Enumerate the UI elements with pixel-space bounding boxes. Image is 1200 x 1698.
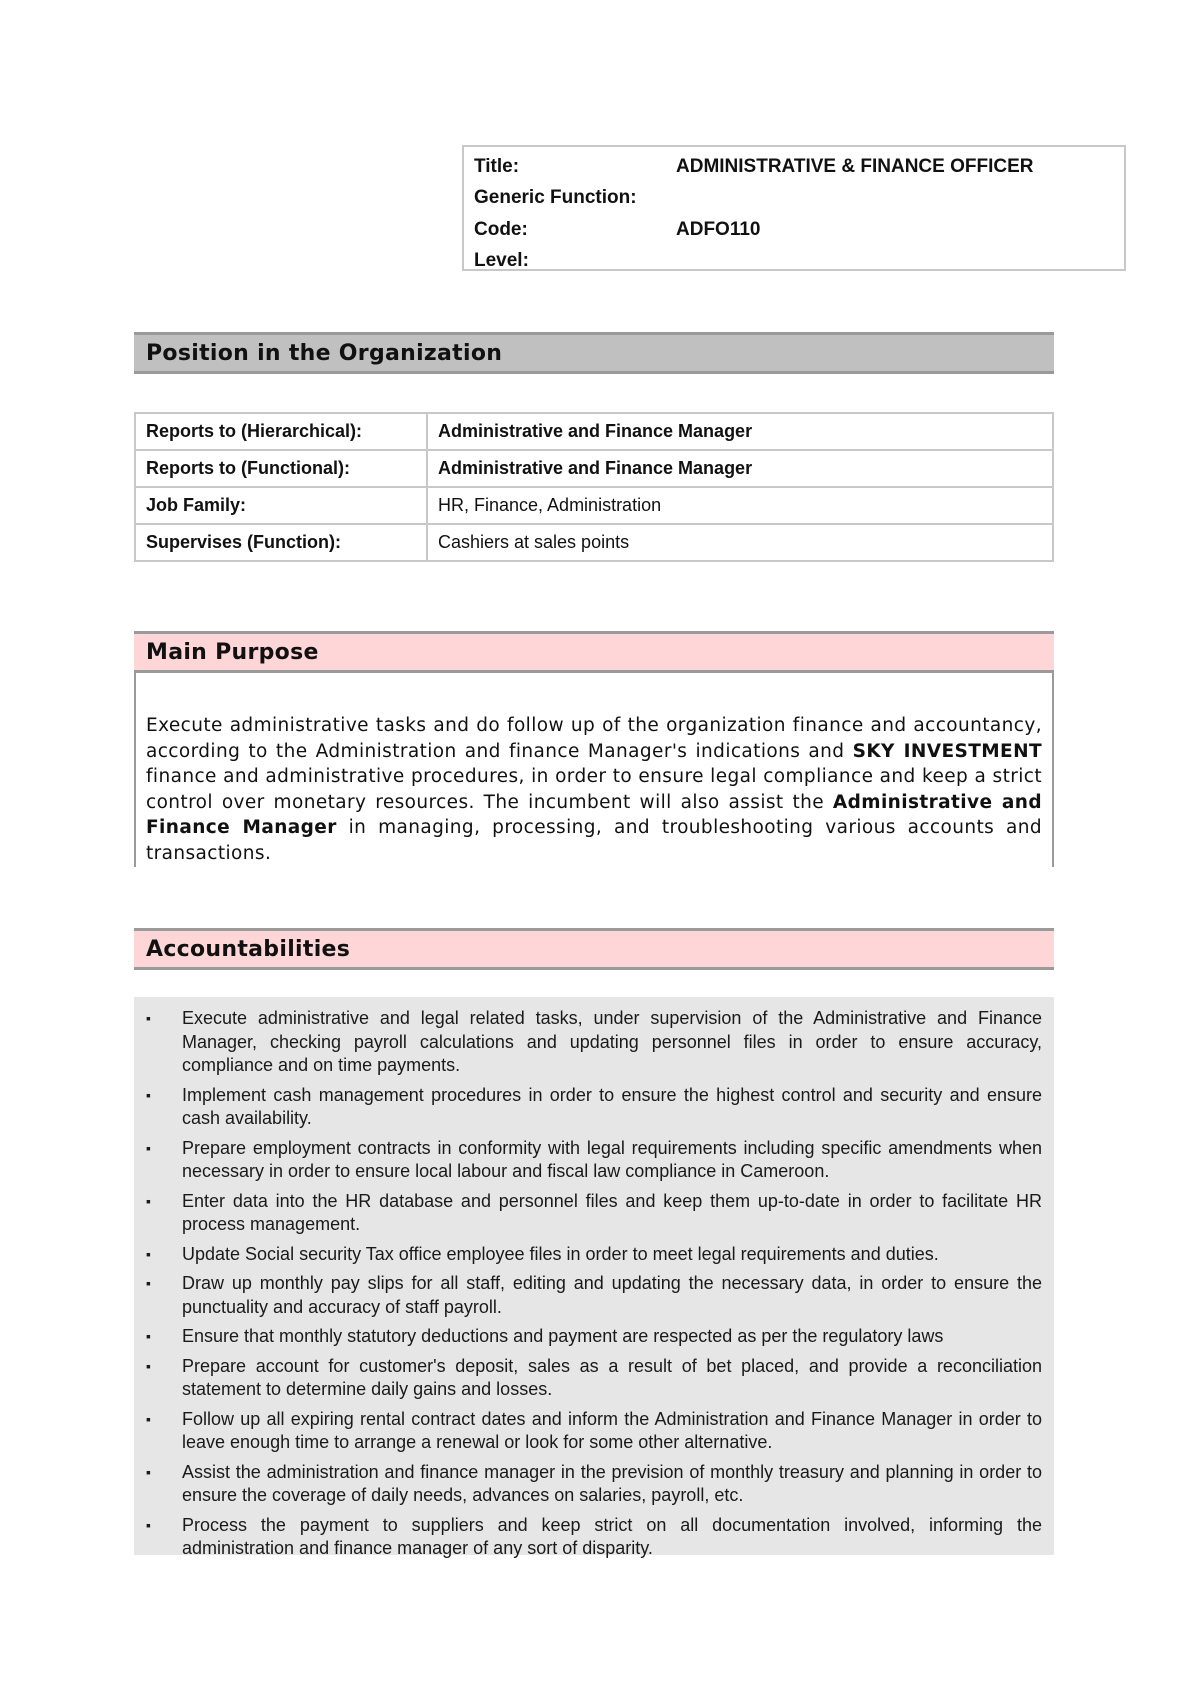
- accountabilities-list: [134, 1007, 1054, 1567]
- list-item-text: Prepare account for customer's deposit, sales as a result of bet placed, and provide a reconciliation statement to determine daily gains and losses.: [182, 1355, 1042, 1399]
- job-header-box: [462, 145, 1126, 271]
- table-row: [135, 487, 1053, 524]
- list-item-text: Enter data into the HR database and personnel files and keep them up-to-date in order to facilitate HR process management.: [182, 1190, 1042, 1234]
- bullet-icon: ▪: [146, 1275, 151, 1291]
- bullet-icon: ▪: [146, 1516, 151, 1533]
- list-item: [134, 1084, 1054, 1131]
- title-value: ADMINISTRATIVE & FINANCE OFFICER: [676, 156, 1034, 177]
- table-row: [135, 413, 1053, 450]
- row-label: Supervises (Function):: [135, 524, 427, 561]
- row-label: Reports to (Functional):: [135, 450, 427, 487]
- accountabilities-list-box: [134, 997, 1054, 1558]
- position-table: [134, 412, 1054, 562]
- list-item-text: Update Social security Tax office employee files in order to meet legal requirements and duties.: [182, 1243, 939, 1264]
- generic-function-label: Generic Function:: [474, 187, 637, 208]
- list-item: [134, 1514, 1054, 1561]
- purpose-text-2: finance and administrative procedures, in order to ensure legal compliance and keep a strict control over monetary resources. The incumbent will also assist the: [146, 766, 1042, 813]
- list-item: [134, 1408, 1054, 1455]
- row-label: Job Family:: [135, 487, 427, 524]
- bullet-icon: ▪: [146, 1245, 151, 1262]
- position-heading: Position in the Organization: [146, 341, 503, 366]
- list-item-text: Execute administrative and legal related tasks, under supervision of the Administrative and Finance Manager, checking payroll calculations and updating personnel files in order to ensure accuracy, compliance and on time payments.: [182, 1008, 1042, 1075]
- purpose-text-3: in managing, processing, and troubleshooting various accounts and transactions.: [146, 817, 1042, 864]
- row-label: Reports to (Hierarchical):: [135, 413, 427, 450]
- bullet-icon: ▪: [146, 1463, 151, 1480]
- purpose-text: [146, 713, 1042, 866]
- manager-title: Administrative and Finance Manager: [146, 791, 1042, 838]
- code-label: Code:: [474, 219, 528, 240]
- row-value: HR, Finance, Administration: [427, 487, 1053, 524]
- list-item: [134, 1007, 1054, 1078]
- list-item-text: Follow up all expiring rental contract dates and inform the Administration and Finance Manager in order to leave enough time to arrange a renewal or look for some other alternative.: [182, 1408, 1042, 1452]
- list-item-text: Ensure that monthly statutory deductions and payment are respected as per the regulatory laws: [182, 1326, 944, 1346]
- title-label: Title:: [474, 156, 520, 177]
- list-item-text: Prepare employment contracts in conformity with legal requirements including specific amendments when necessary in order to ensure local labour and fiscal law compliance in Cameroon.: [182, 1137, 1042, 1181]
- purpose-heading: Main Purpose: [146, 640, 319, 665]
- level-label: Level:: [474, 250, 529, 271]
- bullet-icon: ▪: [146, 1086, 151, 1103]
- row-value: Administrative and Finance Manager: [427, 450, 1053, 487]
- bullet-icon: ▪: [146, 1192, 151, 1209]
- row-value: Cashiers at sales points: [427, 524, 1053, 561]
- list-item-text: Process the payment to suppliers and keep strict on all documentation involved, informing the administration and finance manager of any sort of disparity.: [182, 1514, 1042, 1558]
- purpose-body: [134, 671, 1054, 867]
- accountabilities-section-header: [134, 928, 1054, 970]
- bullet-icon: ▪: [146, 1328, 151, 1344]
- list-item: [134, 1461, 1054, 1508]
- bullet-icon: ▪: [146, 1410, 151, 1427]
- company-name: SKY INVESTMENT: [852, 740, 1042, 762]
- bullet-icon: ▪: [146, 1010, 151, 1026]
- list-item: [134, 1243, 1054, 1267]
- list-item: [134, 1272, 1054, 1319]
- list-item-text: Draw up monthly pay slips for all staff, editing and updating the necessary data, in order to ensure the punctuality and accuracy of staff payroll.: [182, 1273, 1042, 1317]
- code-value: ADFO110: [676, 219, 761, 240]
- table-row: [135, 524, 1053, 561]
- purpose-text-1: Execute administrative tasks and do follow up of the organization finance and accountancy, according to the Administration and finance Manager's indications and: [146, 715, 1042, 762]
- accountabilities-heading: Accountabilities: [146, 937, 351, 962]
- list-item: [134, 1137, 1054, 1184]
- list-item: [134, 1190, 1054, 1237]
- purpose-section-header: [134, 631, 1054, 673]
- list-item-text: Implement cash management procedures in order to ensure the highest control and security and ensure cash availability.: [182, 1084, 1042, 1128]
- table-row: [135, 450, 1053, 487]
- row-value: Administrative and Finance Manager: [427, 413, 1053, 450]
- list-item: [134, 1355, 1054, 1402]
- bullet-icon: ▪: [146, 1357, 151, 1374]
- list-item: [134, 1325, 1054, 1349]
- position-section-header: [134, 332, 1054, 374]
- bullet-icon: ▪: [146, 1139, 151, 1156]
- list-item-text: Assist the administration and finance manager in the prevision of monthly treasury and planning in order to ensure the coverage of daily needs, advances on salaries, payroll, etc.: [182, 1461, 1042, 1505]
